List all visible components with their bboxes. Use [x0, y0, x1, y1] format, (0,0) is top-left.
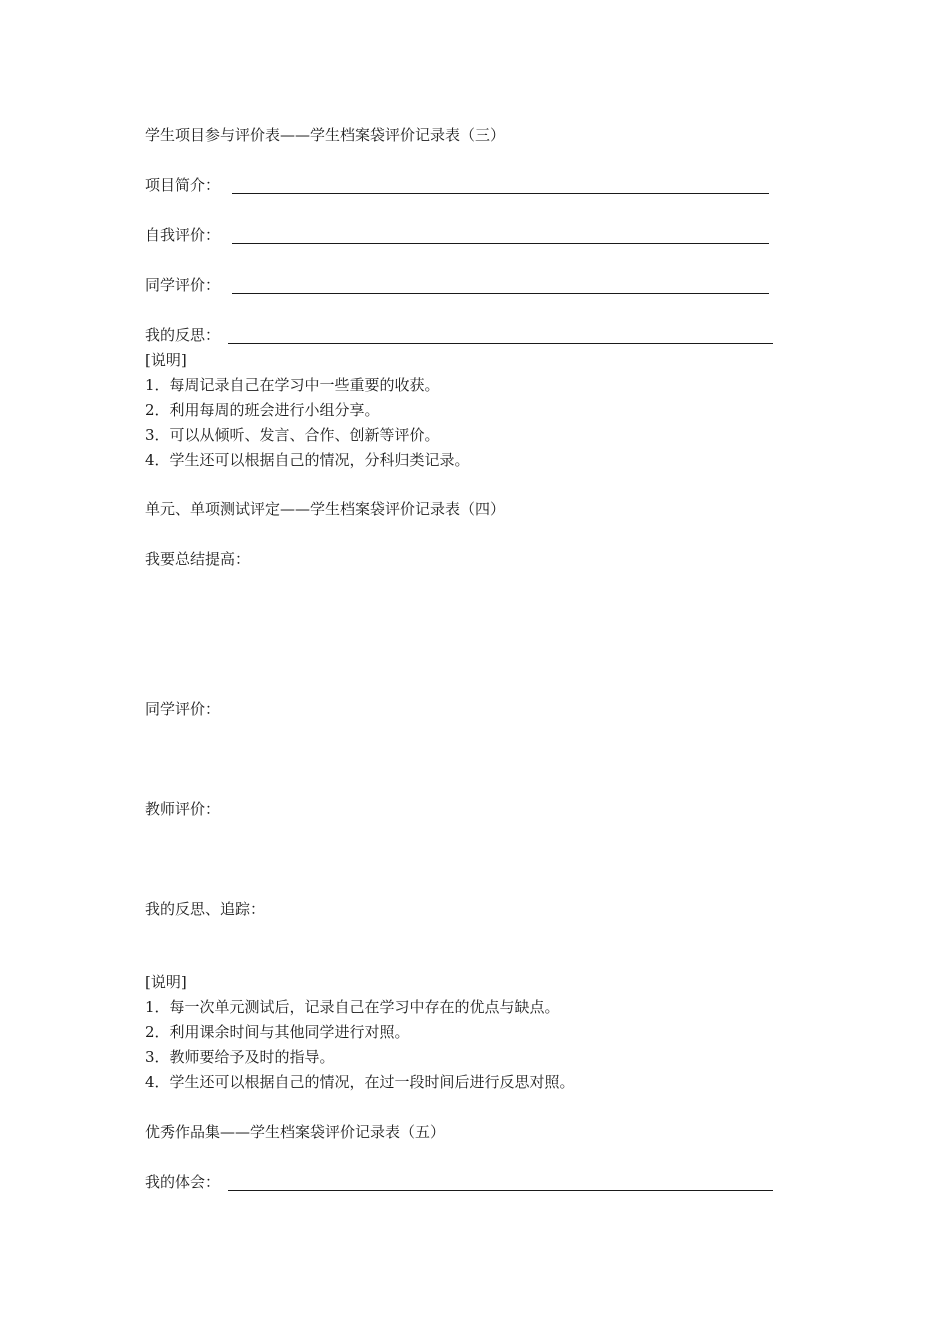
fill-in-blank[interactable] [232, 293, 769, 294]
note-heading: [说明] [145, 973, 187, 991]
section3-title: 学生项目参与评价表——学生档案袋评价记录表（三） [145, 126, 506, 144]
note-item: 4．学生还可以根据自己的情况，在过一段时间后进行反思对照。 [145, 1073, 575, 1091]
field-teacher-eval-label: 教师评价： [145, 800, 221, 818]
note-heading: [说明] [145, 351, 187, 369]
note-item: 2．利用每周的班会进行小组分享。 [145, 401, 380, 419]
field-self-eval [145, 228, 775, 248]
note-item: 1．每一次单元测试后，记录自己在学习中存在的优点与缺点。 [145, 998, 560, 1016]
fill-in-blank[interactable] [228, 343, 773, 344]
note-item: 4．学生还可以根据自己的情况，分科归类记录。 [145, 451, 470, 469]
note-item: 3．教师要给予及时的指导。 [145, 1048, 335, 1066]
field-summary-label: 我要总结提高： [145, 550, 251, 568]
section4-title: 单元、单项测试评定——学生档案袋评价记录表（四） [145, 500, 506, 518]
fill-in-blank[interactable] [228, 1190, 773, 1191]
field-peer-eval-label: 同学评价： [145, 700, 221, 718]
section5-title: 优秀作品集——学生档案袋评价记录表（五） [145, 1123, 446, 1141]
field-project-intro [145, 178, 775, 198]
field-label: 同学评价： [145, 276, 221, 294]
field-experience [145, 1175, 775, 1195]
field-label: 我的体会： [145, 1173, 221, 1191]
note-item: 3．可以从倾听、发言、合作、创新等评价。 [145, 426, 440, 444]
note-item: 2．利用课余时间与其他同学进行对照。 [145, 1023, 410, 1041]
field-reflection [145, 328, 775, 348]
field-peer-eval [145, 278, 775, 298]
field-label: 我的反思： [145, 326, 221, 344]
fill-in-blank[interactable] [232, 243, 769, 244]
field-label: 项目简介： [145, 176, 221, 194]
fill-in-blank[interactable] [232, 193, 769, 194]
field-label: 自我评价： [145, 226, 221, 244]
note-item: 1．每周记录自己在学习中一些重要的收获。 [145, 376, 440, 394]
field-reflect-track-label: 我的反思、追踪： [145, 900, 266, 918]
